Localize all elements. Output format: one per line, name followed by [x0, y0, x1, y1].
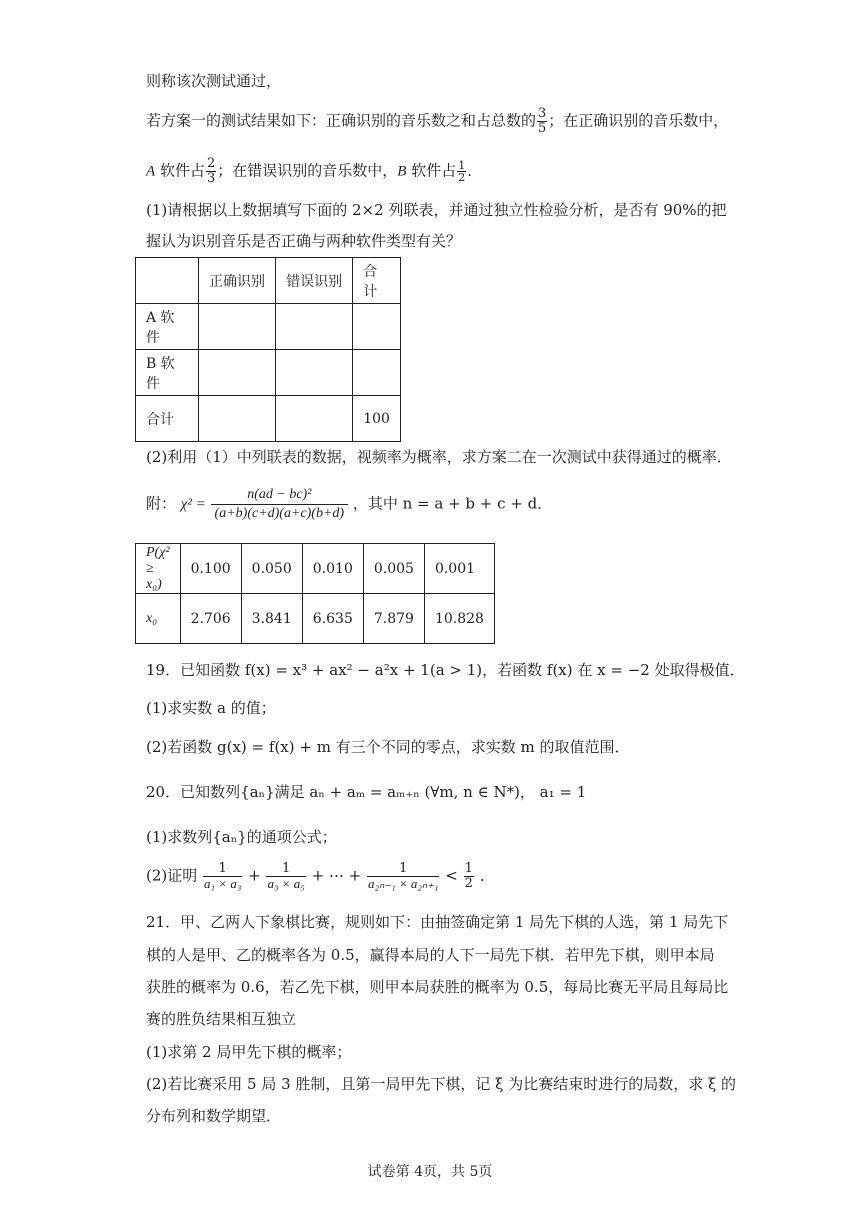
fraction-denominator: a₁ × a₃ — [204, 876, 242, 891]
text-segment: + — [248, 866, 261, 885]
fraction — [203, 862, 242, 891]
fraction-numerator: n(ad − bc)² — [211, 486, 349, 505]
problem-21-line-4: 赛的胜负结果相互独立 — [146, 1010, 297, 1028]
fraction-denominator: 2 — [458, 171, 466, 184]
fraction-denominator: a₂ₙ₋₁ × a₂ₙ₊₁ — [368, 876, 439, 891]
table-cell: B 软件 — [136, 350, 199, 396]
table-cell: 6.635 — [302, 594, 363, 644]
problem-19-part-1: (1)求实数 a 的值； — [146, 699, 276, 717]
table-cell — [353, 350, 401, 396]
text-line: 则称该次测试通过， — [146, 72, 282, 90]
table-row — [136, 396, 401, 442]
problem-19: 19．已知函数 f(x) = x³ + ax² − a²x + 1(a > 1)，若函数 f(x) 在 x = −2 处取得极值． — [146, 661, 745, 679]
fraction — [457, 160, 466, 183]
problem-21-part-2-line-1: (2)若比赛采用 5 局 3 胜制，且第一局甲先下棋，记 ξ 为比赛结束时进行的局数，求 ξ 的 — [146, 1075, 737, 1093]
fraction — [206, 157, 216, 186]
text-segment: 若方案一的测试结果如下：正确识别的音乐数之和占总数的 — [146, 111, 537, 130]
fraction-numerator: 1 — [464, 861, 473, 876]
fraction-numerator: 1 — [266, 862, 305, 877]
fraction — [211, 486, 349, 523]
text-line-fraction — [146, 107, 728, 136]
fraction-denominator: (a+b)(c+d)(a+c)(b+d) — [214, 506, 345, 521]
fraction — [367, 862, 439, 891]
table-cell: 3.841 — [241, 594, 302, 644]
fraction-numerator: 1 — [203, 862, 242, 877]
table-row — [136, 304, 401, 350]
table-cell: A 软件 — [136, 304, 199, 350]
table-row — [136, 544, 495, 594]
table-cell — [199, 350, 276, 396]
fraction — [464, 862, 474, 891]
text-segment: ；在正确识别的音乐数中， — [548, 111, 729, 130]
table-cell: x₀ — [136, 594, 181, 644]
text-segment: < — [445, 866, 458, 885]
table-cell — [136, 258, 199, 304]
math-expr: χ² = — [180, 496, 206, 513]
page-footer: 试卷第 4页，共 5页 — [367, 1164, 493, 1180]
fraction-numerator: 1 — [458, 159, 466, 172]
problem-19-part-2: (2)若函数 g(x) = f(x) + m 有三个不同的零点，求实数 m 的取值范围． — [146, 738, 630, 756]
table-cell — [199, 396, 276, 442]
table-cell: 0.001 — [424, 544, 494, 594]
critical-value-table — [135, 543, 495, 644]
fraction-denominator: a₃ × a₅ — [267, 876, 305, 891]
table-cell: 合计 — [136, 396, 199, 442]
problem-20-part-1: (1)求数列{aₙ}的通项公式； — [146, 828, 337, 846]
table-cell — [276, 350, 353, 396]
table-cell: P(χ² ≥ x₀) — [136, 544, 181, 594]
text-segment: ；在错误识别的音乐数中， — [217, 161, 398, 180]
problem-21-part-1: (1)求第 2 局甲先下棋的概率； — [146, 1043, 352, 1061]
chi-square-formula — [146, 486, 552, 523]
fraction — [537, 107, 547, 136]
table-cell: 100 — [353, 396, 401, 442]
fraction-numerator: 3 — [538, 106, 547, 121]
fraction-denominator: 3 — [206, 171, 216, 186]
table-cell: 0.010 — [302, 544, 363, 594]
table-cell: 错误识别 — [276, 258, 353, 304]
question-1-line-1: (1)请根据以上数据填写下面的 2×2 列联表，并通过独立性检验分析，是否有 90%的把 — [146, 201, 727, 219]
table-row — [136, 258, 401, 304]
table-cell: 0.005 — [363, 544, 424, 594]
text-segment: (2)证明 — [146, 866, 198, 885]
problem-20: 20．已知数列{aₙ}满足 aₙ + aₘ = aₘ₊ₙ (∀m, n ∈ N*)， a₁ = 1 — [146, 783, 587, 801]
table-cell — [199, 304, 276, 350]
question-1-line-2: 握认为识别音乐是否正确与两种软件类型有关？ — [146, 232, 462, 250]
table-cell: 合计 — [353, 258, 401, 304]
table-cell: 7.879 — [363, 594, 424, 644]
fraction-numerator: 2 — [206, 156, 216, 171]
text-segment: ，其中 n = a + b + c + d． — [352, 494, 553, 513]
table-cell — [353, 304, 401, 350]
table-cell — [276, 304, 353, 350]
problem-21-line-1: 21．甲、乙两人下象棋比赛，规则如下：由抽签确定第 1 局先下棋的人选，第 1 局先下 — [146, 913, 729, 931]
table-cell: 2.706 — [180, 594, 241, 644]
question-2: (2)利用（1）中列联表的数据，视频率为概率，求方案二在一次测试中获得通过的概率． — [146, 448, 732, 466]
fraction — [266, 862, 305, 891]
text-segment: 软件占 — [155, 161, 205, 180]
text-line-fraction — [146, 157, 482, 186]
fraction-denominator: 5 — [538, 121, 547, 136]
table-cell: 0.050 — [241, 544, 302, 594]
table-cell — [276, 396, 353, 442]
table-row — [136, 350, 401, 396]
fraction-denominator: 2 — [464, 876, 473, 891]
table-cell: 正确识别 — [199, 258, 276, 304]
problem-21-line-3: 获胜的概率为 0.6，若乙先下棋，则甲本局获胜的概率为 0.5，每局比赛无平局且每局比 — [146, 978, 729, 996]
text-segment: 软件占 — [406, 161, 457, 180]
text-segment: 附： — [146, 494, 177, 513]
table-row — [136, 594, 495, 644]
problem-21-part-2-line-2: 分布列和数学期望． — [146, 1107, 282, 1125]
table-cell: 0.100 — [180, 544, 241, 594]
contingency-table — [135, 257, 401, 442]
text-segment: ． — [467, 161, 483, 180]
table-cell: 10.828 — [424, 594, 494, 644]
math-var: A — [146, 163, 156, 180]
problem-20-part-2 — [146, 862, 495, 891]
problem-21-line-2: 棋的人是甲、乙的概率各为 0.5，赢得本局的人下一局先下棋．若甲先下棋，则甲本局 — [146, 946, 715, 964]
text-segment: ． — [479, 866, 495, 885]
text-segment: + ⋯ + — [311, 866, 362, 885]
math-var: B — [397, 163, 407, 180]
fraction-numerator: 1 — [367, 862, 439, 877]
